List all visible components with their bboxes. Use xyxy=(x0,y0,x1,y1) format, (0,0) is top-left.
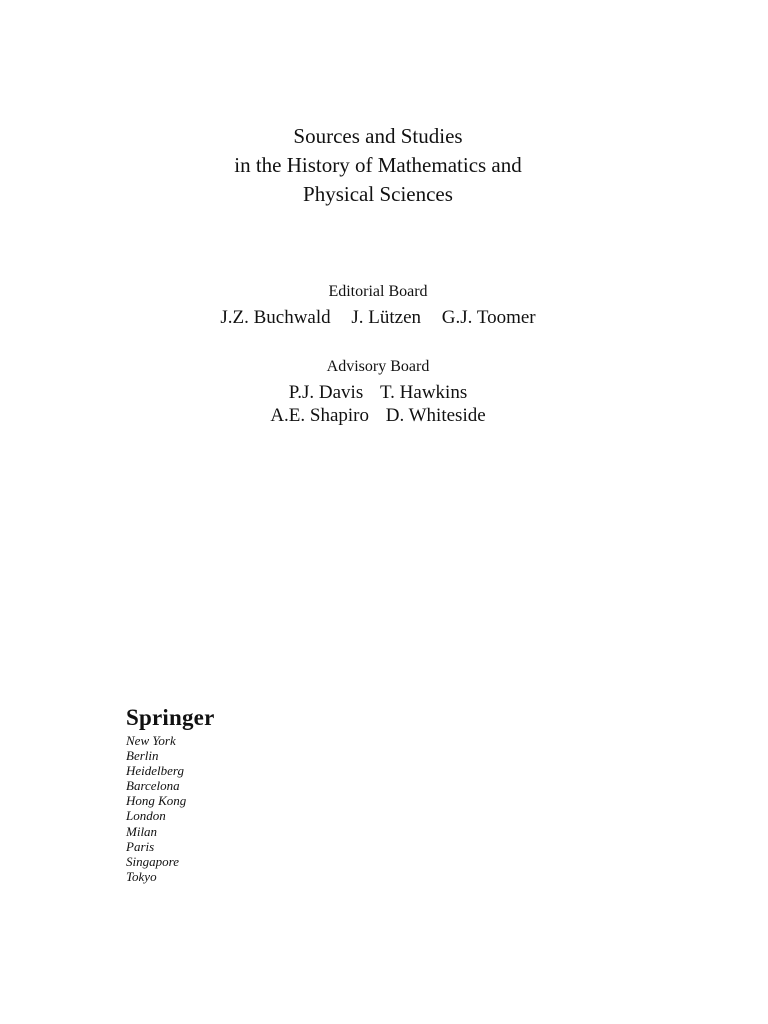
publisher-imprint xyxy=(126,704,215,884)
city-item: London xyxy=(126,808,166,824)
editorial-board-heading: Editorial Board xyxy=(328,283,428,300)
city-item: New York xyxy=(126,733,176,748)
publisher-cities xyxy=(126,733,215,884)
advisor-name: A.E. Shapiro xyxy=(270,405,369,426)
series-title-line: in the History of Mathematics and xyxy=(234,153,522,177)
advisory-board-row xyxy=(0,381,756,405)
advisory-board-row xyxy=(0,404,756,428)
city-item: Paris xyxy=(126,838,155,854)
editorial-board-members xyxy=(0,306,756,330)
publisher-name: Springer xyxy=(126,705,215,730)
city-item: Hong Kong xyxy=(126,793,187,809)
advisor-name: D. Whiteside xyxy=(385,405,486,426)
city-item: Milan xyxy=(126,823,158,839)
series-title-line: Sources and Studies xyxy=(293,124,463,148)
city-item: Singapore xyxy=(126,853,179,869)
series-title-line: Physical Sciences xyxy=(303,182,453,206)
city-item: Berlin xyxy=(126,748,159,764)
city-item: Heidelberg xyxy=(126,763,184,779)
advisor-name: T. Hawkins xyxy=(379,382,468,403)
city-item: Barcelona xyxy=(126,778,180,794)
editor-name: G.J. Toomer xyxy=(441,307,536,328)
advisor-name: P.J. Davis xyxy=(288,382,364,403)
advisory-board-heading: Advisory Board xyxy=(326,358,430,375)
editor-name: J.Z. Buchwald xyxy=(220,307,331,328)
editor-name: J. Lützen xyxy=(351,307,422,328)
city-item: Tokyo xyxy=(126,868,157,884)
series-title xyxy=(0,122,756,209)
